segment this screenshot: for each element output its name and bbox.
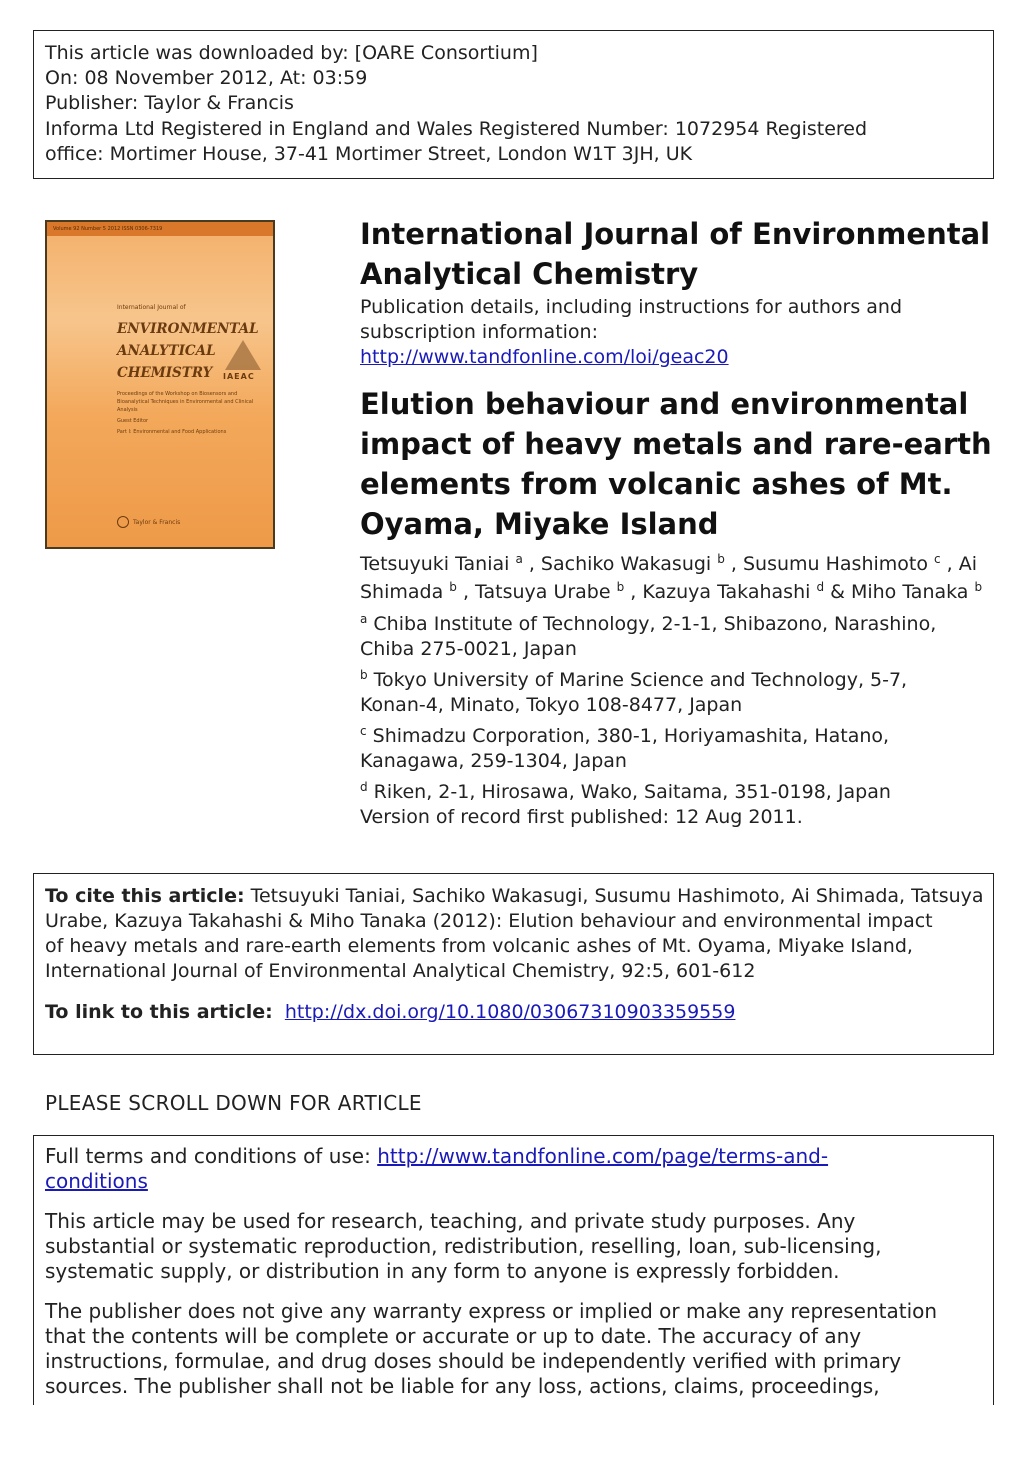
affiliation-a: $^a$ Chiba Institute of Technology, 2-1-1, Shibazono, Narashino, Chiba 275-0021, Japan xyxy=(360,612,937,660)
terms-paragraph-2: The publisher does not give any warranty express or implied or make any representation that the contents will be complete or accurate or up to date. The accuracy of any instructions, formulae, and drug doses should be independently verified with primary sources. The publisher shall not be liable for any loss, actions, claims, proceedings, xyxy=(45,1299,938,1398)
journal-title: International Journal of Environmental Analytical Chemistry xyxy=(360,217,991,291)
cover-publisher-logo: Taylor & Francis xyxy=(117,516,180,528)
citation-box: To cite this article: Tetsuyuki Taniai, Sachiko Wakasugi, Susumu Hashimoto, Ai Shimada, Tatsuya Urabe, Kazuya Takahashi & Miho Tanaka (2012): Elution behaviour and environmental impact of heavy metals and rare-earth elements from volcanic ashes of Mt. Oyama, Miyake Island, International Journal of Environmental Analytical Chemistry, 92:5, 601-612 To link to this article: http://dx.doi.org/10.1080/03067310903359559 xyxy=(33,873,994,1055)
terms-paragraph-1: This article may be used for research, teaching, and private study purposes. Any substantial or systematic reproduction, redistribution, reselling, loan, sub-licensing, systematic supply, or distribution in any form to anyone is expressly forbidden. xyxy=(45,1209,882,1283)
publication-details: Publication details, including instructions for authors and subscription information: http://www.tandfonline.com/loi/geac20 xyxy=(360,296,903,368)
journal-url-link[interactable]: http://www.tandfonline.com/loi/geac20 xyxy=(360,346,729,368)
doi-link[interactable]: http://dx.doi.org/10.1080/03067310903359559 xyxy=(284,1001,736,1023)
cover-body-text: Proceedings of the Workshop on Biosensors and Bioanalytical Techniques in Environmental and Clinical Analysis Guest Editor Part I: Environmental and Food Applications xyxy=(117,391,254,435)
cite-label: To cite this article: xyxy=(45,885,245,907)
cover-title: ENVIRONMENTAL ANALYTICAL CHEMISTRY xyxy=(117,321,259,381)
author-list: Tetsuyuki Taniai $^a$ , Sachiko Wakasugi $^b$ , Susumu Hashimoto $^c$ , Ai Shimada $^b$ , Tatsuya Urabe $^b$ , Kazuya Takahashi $^d$ & Miho Tanaka $^b$ xyxy=(360,552,983,603)
terms-box: Full terms and conditions of use: http://www.tandfonline.com/page/terms-and- conditions This article may be used for research, teaching, and private study purposes. Any substantial or systematic reproduction, redistribution, reselling, loan, sub-licensing, systematic supply, or distribution in any form to anyone is expressly forbidden. The publisher does not give any warranty express or implied or make any representation that the contents will be complete or accurate or up to date. The accuracy of any instructions, formulae, and drug doses should be independently verified with primary sources. The publisher shall not be liable for any loss, actions, claims, proceedings, xyxy=(33,1135,994,1420)
download-line: Informa Ltd Registered in England and Wales Registered Number: 1072954 Registered xyxy=(45,117,868,140)
download-notice-box xyxy=(33,30,994,179)
cover-strip: Volume 92 Number 5 2012 ISSN 0306-7319 xyxy=(47,222,273,236)
affiliation-c: $^c$ Shimadzu Corporation, 380-1, Horiyamashita, Hatano, Kanagawa, 259-1304, Japan xyxy=(360,724,890,772)
affiliations xyxy=(360,612,1010,830)
page-bottom-margin xyxy=(0,1405,1028,1465)
cover-emblem-icon xyxy=(225,340,261,370)
scroll-notice: PLEASE SCROLL DOWN FOR ARTICLE xyxy=(45,1091,422,1115)
download-line: On: 08 November 2012, At: 03:59 xyxy=(45,67,368,90)
affiliation-b: $^b$ Tokyo University of Marine Science and Technology, 5-7, Konan-4, Minato, Tokyo 108-8477, Japan xyxy=(360,668,908,716)
link-label: To link to this article: xyxy=(45,1001,273,1023)
download-line: Publisher: Taylor & Francis xyxy=(45,92,294,115)
cover-small-text: International Journal of xyxy=(117,304,186,311)
article-title: Elution behaviour and environmental impact of heavy metals and rare-earth elements from volcanic ashes of Mt. Oyama, Miyake Island xyxy=(360,387,992,541)
publisher-logo-icon xyxy=(117,516,129,528)
affiliation-d: $^d$ Riken, 2-1, Hirosawa, Wako, Saitama, 351-0198, Japan xyxy=(360,780,891,803)
cover-badge: IAEAC xyxy=(223,372,255,381)
download-line: office: Mortimer House, 37-41 Mortimer Street, London W1T 3JH, UK xyxy=(45,142,693,165)
download-line: This article was downloaded by: [OARE Consortium] xyxy=(45,42,538,64)
terms-link-continued[interactable]: conditions xyxy=(45,1169,148,1193)
terms-link[interactable]: http://www.tandfonline.com/page/terms-and- xyxy=(377,1144,829,1168)
journal-cover-image xyxy=(45,220,275,549)
version-of-record: Version of record first published: 12 Aug 2011. xyxy=(360,806,803,828)
